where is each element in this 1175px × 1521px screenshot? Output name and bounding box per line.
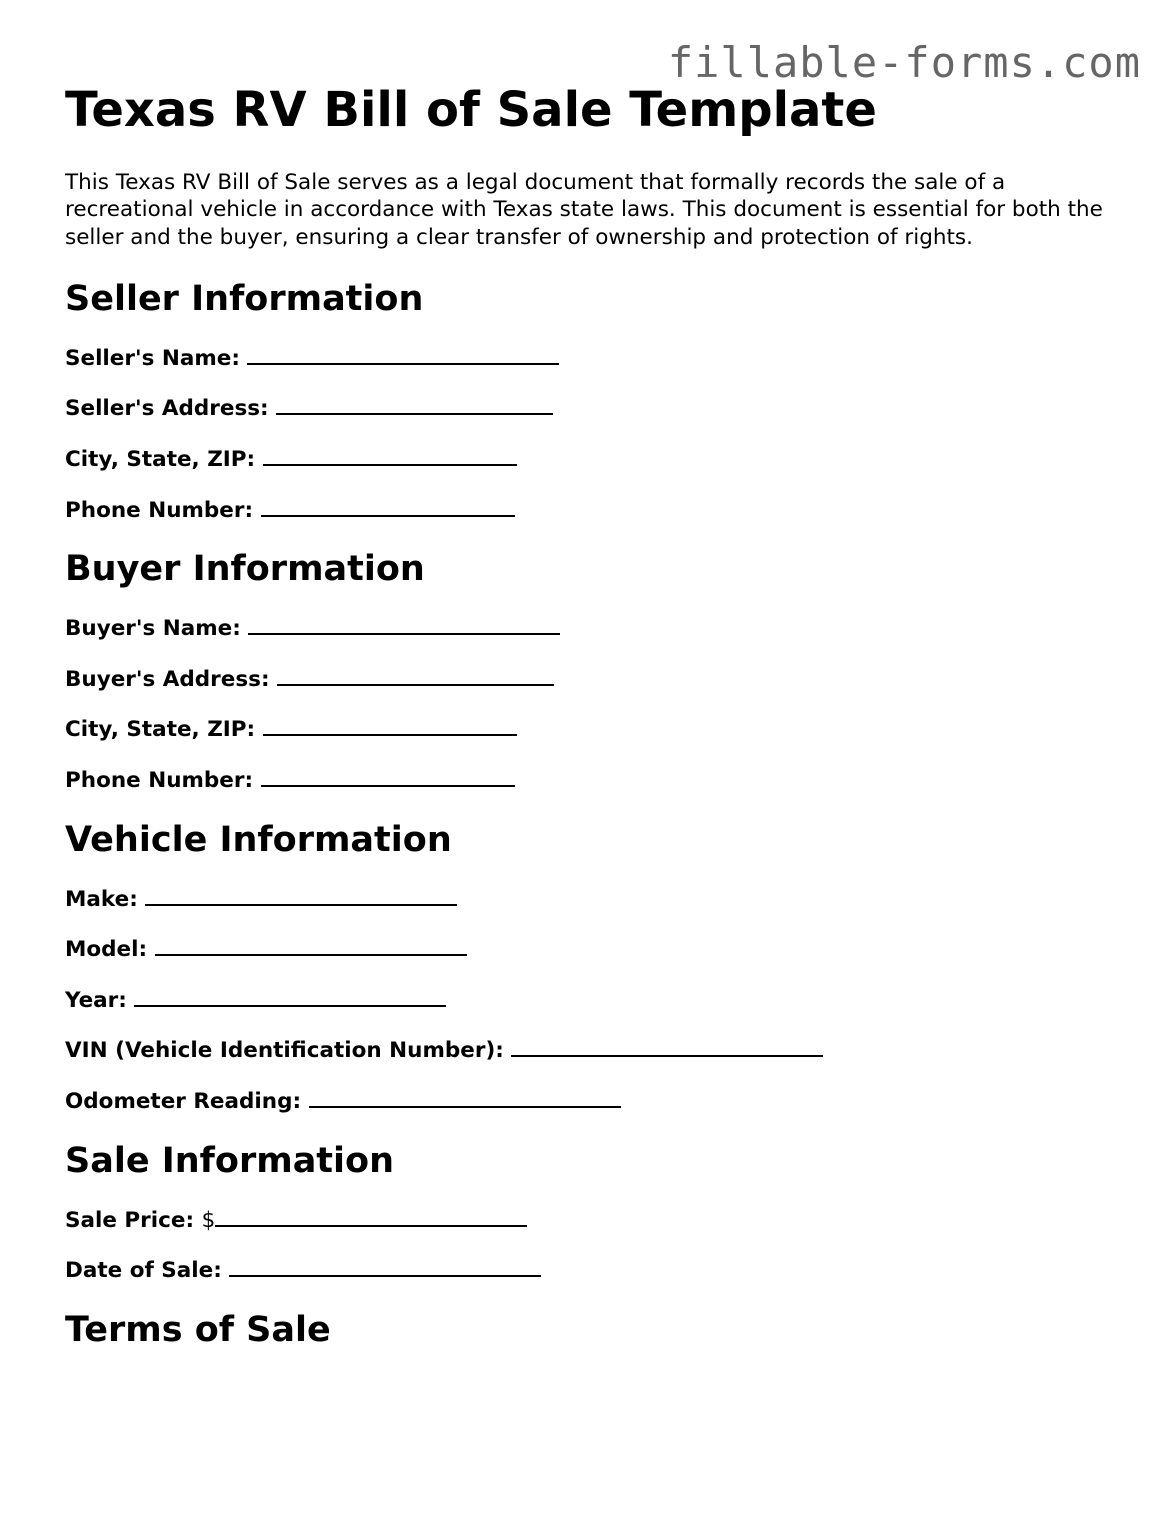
terms-section (65, 1308, 1115, 1352)
vehicle-make-field (65, 886, 1115, 912)
buyer-fields (65, 615, 1115, 793)
currency-symbol: $ (201, 1207, 216, 1233)
buyer-address-label: Buyer's Address: (65, 666, 270, 692)
buyer-address-blank[interactable] (277, 666, 554, 686)
buyer-city-label: City, State, ZIP: (65, 717, 256, 743)
buyer-city-blank[interactable] (263, 716, 517, 736)
sale-price-label: Sale Price: (65, 1207, 195, 1233)
seller-name-label: Seller's Name: (65, 345, 240, 371)
sale-date-field (65, 1257, 1115, 1283)
page-title: Texas RV Bill of Sale Template (65, 82, 877, 138)
seller-name-field (65, 345, 1115, 371)
buyer-phone-blank[interactable] (261, 767, 515, 787)
vehicle-year-label: Year: (65, 987, 127, 1013)
buyer-phone-field (65, 767, 1115, 793)
seller-address-blank[interactable] (276, 395, 553, 415)
buyer-name-label: Buyer's Name: (65, 616, 241, 642)
seller-address-label: Seller's Address: (65, 396, 269, 422)
buyer-name-field (65, 615, 1115, 641)
vehicle-odometer-blank[interactable] (309, 1088, 621, 1108)
seller-heading: Seller Information (65, 278, 424, 319)
buyer-heading: Buyer Information (65, 549, 425, 590)
vehicle-vin-blank[interactable] (511, 1037, 823, 1057)
buyer-section (65, 547, 1115, 793)
vehicle-make-label: Make: (65, 886, 138, 912)
vehicle-vin-field (65, 1037, 1115, 1063)
seller-name-blank[interactable] (247, 345, 559, 365)
vehicle-model-blank[interactable] (155, 936, 467, 956)
vehicle-model-field (65, 936, 1115, 962)
intro-paragraph: This Texas RV Bill of Sale serves as a legal document that formally records the sale of a recreational vehicle in accordance with Texas state laws. This document is essential for both the seller and the buyer, ensuring a clear transfer of ownership and protection of rights. (65, 170, 1103, 250)
document-page (65, 80, 1115, 1352)
vehicle-section (65, 818, 1115, 1114)
vehicle-model-label: Model: (65, 937, 148, 963)
seller-fields (65, 345, 1115, 523)
vehicle-fields (65, 886, 1115, 1114)
terms-heading: Terms of Sale (65, 1309, 331, 1350)
seller-phone-label: Phone Number: (65, 497, 254, 523)
seller-city-blank[interactable] (263, 446, 517, 466)
vehicle-odometer-field (65, 1088, 1115, 1114)
vehicle-year-field (65, 987, 1115, 1013)
sale-fields (65, 1207, 1115, 1284)
seller-city-label: City, State, ZIP: (65, 447, 256, 473)
seller-phone-blank[interactable] (261, 497, 515, 517)
sale-section (65, 1139, 1115, 1284)
vehicle-vin-label: VIN (Vehicle Identification Number): (65, 1038, 504, 1064)
vehicle-odometer-label: Odometer Reading: (65, 1089, 302, 1115)
sale-price-blank[interactable] (215, 1207, 527, 1227)
sale-date-label: Date of Sale: (65, 1258, 222, 1284)
seller-phone-field (65, 497, 1115, 523)
seller-section (65, 277, 1115, 523)
buyer-phone-label: Phone Number: (65, 768, 254, 794)
vehicle-heading: Vehicle Information (65, 819, 452, 860)
seller-city-field (65, 446, 1115, 472)
buyer-address-field (65, 666, 1115, 692)
buyer-city-field (65, 716, 1115, 742)
vehicle-make-blank[interactable] (145, 886, 457, 906)
sale-date-blank[interactable] (229, 1257, 541, 1277)
buyer-name-blank[interactable] (248, 615, 560, 635)
sale-price-field (65, 1207, 1115, 1233)
sale-heading: Sale Information (65, 1140, 394, 1181)
seller-address-field (65, 395, 1115, 421)
watermark: fillable-forms.com (667, 38, 1141, 87)
vehicle-year-blank[interactable] (134, 987, 446, 1007)
